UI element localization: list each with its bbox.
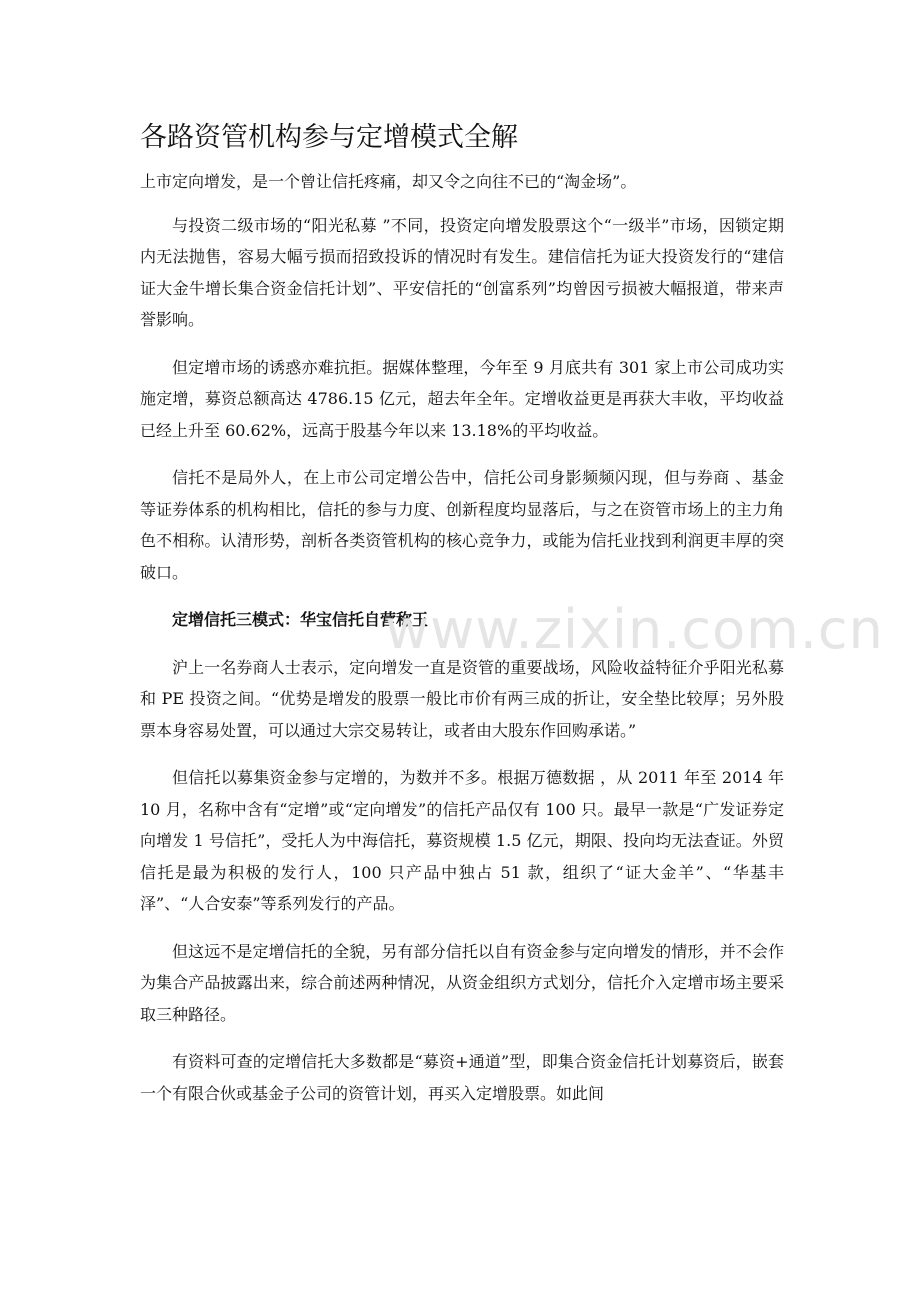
body-paragraph: 信托不是局外人，在上市公司定增公告中，信托公司身影频频闪现，但与券商 、基金等证券体系的机构相比，信托的参与力度、创新程度均显落后，与之在资管市场上的主力角色不相称。认清形势，剖析各类资管机构的核心竞争力，或能为信托业找到利润更丰厚的突破口。 bbox=[140, 468, 784, 582]
body-paragraph: 但这远不是定增信托的全貌，另有部分信托以自有资金参与定向增发的情形，并不会作为集合产品披露出来，综合前述两种情况，从资金组织方式划分，信托介入定增市场主要采取三种路径。 bbox=[140, 941, 784, 1024]
body-paragraph: 但信托以募集资金参与定增的，为数并不多。根据万德数据 ，从 2011 年至 2014 年 10 月，名称中含有“定增”或“定向增发”的信托产品仅有 100 只。最早一款是“广发证券定向增发 1 号信托”，受托人为中海信托，募资规模 1.5 亿元，期限、投向均无法查证。外贸信托是最为积极的发行人，100 只产品中独占 51 款，组织了“证大金羊”、“华基丰泽”、“人合安泰”等系列发行的产品。 bbox=[140, 768, 784, 913]
lead-paragraph: 上市定向增发，是一个曾让信托疼痛，却又令之向往不已的“淘金场”。 bbox=[140, 172, 637, 191]
body-paragraph: 有资料可查的定增信托大多数都是“募资+通道”型，即集合资金信托计划募资后，嵌套一个有限合伙或基金子公司的资管计划，再买入定增股票。如此间 bbox=[140, 1052, 784, 1103]
body-paragraph: 沪上一名券商人士表示，定向增发一直是资管的重要战场，风险收益特征介乎阳光私募和 PE 投资之间。“优势是增发的股票一般比市价有两三成的折让，安全垫比较厚；另外股票本身容易处置，可以通过大宗交易转让，或者由大股东作回购承诺。” bbox=[140, 657, 784, 740]
document-title: 各路资管机构参与定增模式全解 bbox=[140, 122, 518, 153]
watermark: www.zixin.com.cn bbox=[385, 598, 884, 661]
section-heading: 定增信托三模式：华宝信托自营称王 bbox=[172, 610, 429, 629]
body-paragraph: 与投资二级市场的“阳光私募 ”不同，投资定向增发股票这个“一级半”市场，因锁定期内无法抛售，容易大幅亏损而招致投诉的情况时有发生。建信信托为证大投资发行的“建信证大金牛增长集合资金信托计划”、平安信托的“创富系列”均曾因亏损被大幅报道，带来声誉影响。 bbox=[140, 215, 784, 329]
body-paragraph: 但定增市场的诱惑亦难抗拒。据媒体整理，今年至 9 月底共有 301 家上市公司成功实施定增，募资总额高达 4786.15 亿元，超去年全年。定增收益更是再获大丰收，平均收益已经上升至 60.62%，远高于股基今年以来 13.18%的平均收益。 bbox=[140, 357, 784, 440]
document-body bbox=[140, 166, 784, 1125]
